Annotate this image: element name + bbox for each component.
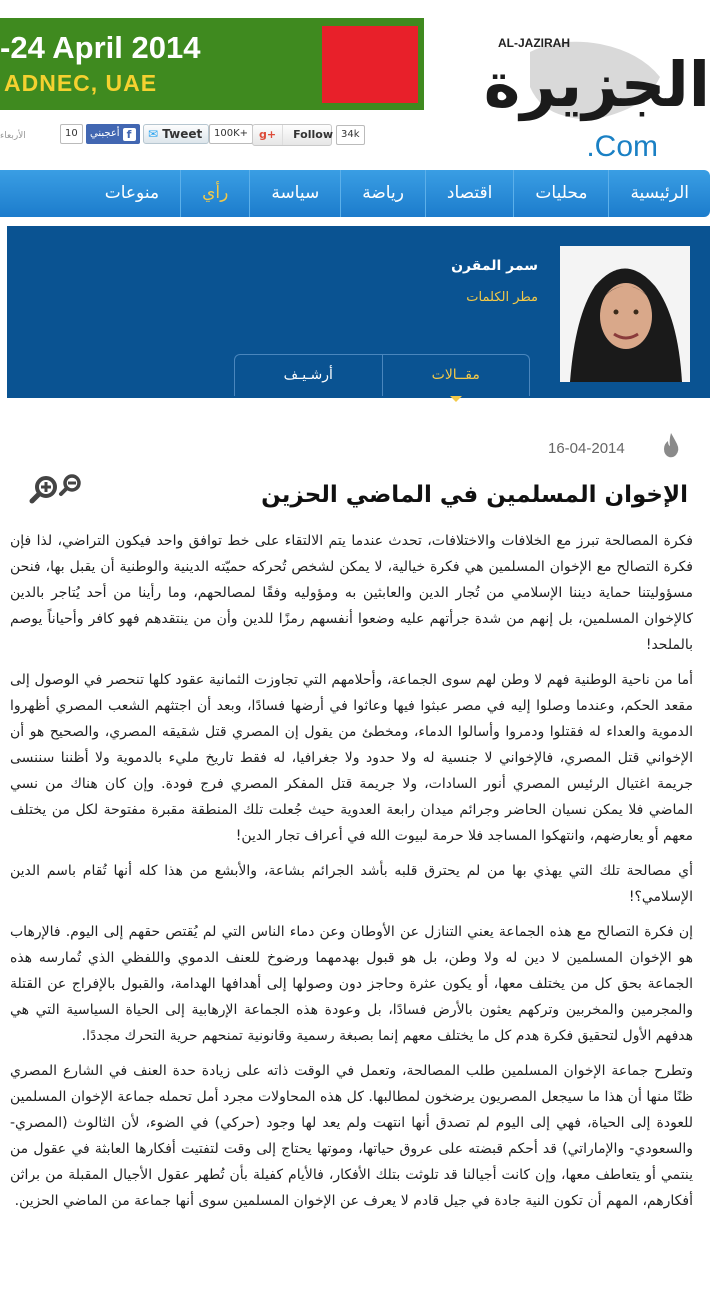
nav-item-misc[interactable]: منوعات xyxy=(104,183,160,203)
ad-logo-square xyxy=(322,26,418,103)
logo-english-text: AL-JAZIRAH xyxy=(498,36,570,50)
tab-articles[interactable] xyxy=(382,355,530,396)
nav-item-sports[interactable]: رياضة xyxy=(340,170,425,217)
author-panel xyxy=(7,226,710,398)
facebook-like-button[interactable] xyxy=(86,124,140,144)
tweet-button[interactable] xyxy=(143,124,209,144)
ad-date-text: -24 April 2014 xyxy=(0,30,201,65)
nav-item-home[interactable]: الرئيسية xyxy=(608,170,710,217)
logo-dotcom-text: .Com xyxy=(586,130,658,163)
google-plus-icon: g+ xyxy=(253,125,283,145)
nav-item-politics[interactable]: سياسة xyxy=(249,170,340,217)
facebook-count: 10 xyxy=(60,124,83,144)
article-body xyxy=(10,528,693,1223)
flame-icon xyxy=(662,432,680,458)
site-logo[interactable] xyxy=(440,22,710,162)
article-date: 16-04-2014 xyxy=(548,440,625,457)
facebook-icon: f xyxy=(123,128,136,141)
tab-active-caret-icon xyxy=(450,396,462,402)
logo-arabic-text: الجزيرة xyxy=(483,48,710,121)
author-tabs xyxy=(234,354,530,396)
nav-item-opinion[interactable]: رأي xyxy=(180,170,249,217)
ad-banner[interactable] xyxy=(0,18,424,110)
article-paragraph: وتطرح جماعة الإخوان المسلمين طلب المصالحة، وتعمل في الوقت ذاته على زيادة حدة العنف في الشارع المصري ظنًا منها أن هذا ما سيجعل المصريون يرضخون لمطالبها. كل هذه المحاولات مجرد أمل تحمله جماعة الإخوان المسلمين للعودة إلى الحياة، فهي إلى اليوم لم تصدق أنها انتهت ولم يعد لها وجود (حركي) في الضوء، لأن الثالوث (المصري-والسعودي- والإماراتي) قد أحكم قبضته على عروق حياتها، وموتها يحتاج إلى وقت لتفتيت أفكارها العابثة في عقول من ينتمي أو يتعاطف معها، وإن كانت أجيالنا قد تلوثت بتلك الأفكار، فالأيام كفيلة بأن تُطهر عقول الأجيال المقبلة من براثن أفكارهم، المهم أن تكون النية جادة في جيل قادم لا يعرف عن الإخوان المسلمين سوى أنها جماعة من الماضي الحزين. xyxy=(10,1063,693,1209)
weekday-text: الأربعاء xyxy=(0,131,26,141)
author-avatar xyxy=(560,246,690,382)
tweet-label: Tweet xyxy=(162,127,203,141)
google-plus-follow-label: Follow xyxy=(293,128,333,141)
article-title: الإخوان المسلمين في الماضي الحزين xyxy=(261,482,688,508)
twitter-bird-icon: ✉ xyxy=(148,127,159,141)
main-nav xyxy=(0,170,710,217)
tab-articles-label: مقــالات xyxy=(431,367,480,383)
author-name[interactable]: سمر المقرن xyxy=(451,258,538,274)
author-column-name: مطر الكلمات xyxy=(466,290,538,305)
tab-archive[interactable]: أرشـيـف xyxy=(283,367,333,383)
article-paragraph: أي مصالحة تلك التي يهذي بها من لم يحترق قلبه بأشد الجرائم بشاعة، والأبشع من هذا كله أنها تُقام باسم الدين الإسلامي؟! xyxy=(10,863,693,905)
nav-item-economy[interactable]: اقتصاد xyxy=(425,170,513,217)
tweet-count: 100K+ xyxy=(209,124,253,144)
google-plus-follow-button[interactable] xyxy=(252,124,332,146)
article-paragraph: أما من ناحية الوطنية فهم لا وطن لهم سوى الجماعة، وأحلامهم التي تجاوزت الثمانية عقود كلها تنحصر في الوصول إلى مقعد الحكم، وعندما وصلوا إليه في مصر عبثوا فيها وعاثوا في أرضها فسادًا، وبعد أن اجتثهم الشعب المصري أظهروا الدموية والعداء له فقتلوا ودمروا وأسالوا الدماء، ومخطئ من يقول إن المصري قتل شقيقه المصري، والصحيح هو أن الإخواني قتل المصري، فالإخواني لا جنسية له ولا حدود ولا جغرافيا، له فقط تاريخ مليء بالدموية ولا أظننا سننسى جريمة اغتيال الرئيس المصري أنور السادات، ولا جريمة قتل المفكر المصري فرج فودة. وإن كان هناك من نسي الماضي فلا يمكن نسيان الحاضر وجرائم ميدان رابعة العدوية حيث جُعلت تلك المنطقة مقبرة مفتوحة لكل من يختلف معهم أو يعارضهم، وانتهكوا المساجد فلا حرمة لبيوت الله في أعراف تجار الدين! xyxy=(10,672,693,844)
facebook-like-label: أعجبني xyxy=(90,128,120,139)
article-paragraph: فكرة المصالحة تبرز مع الخلافات والاختلافات، تحدث عندما يتم الالتقاء على خط توافق واحد فيكون التراضي، لذا فإن فكرة التصالح مع الإخوان المسلمين هي فكرة خيالية، لا يمكن لشخص تُحركه حميّته الدينية والوطنية أن يقبل بها، فنحن مسؤوليتنا حماية ديننا الإسلامي من تُجار الدين والعابثين به ومؤوليه وفقًا لمصالحهم، وما رأينا من أحد يُتاجر بالدين كالإخوان المسلمين، بل إنهم من شدة جرأتهم عليه وضعوا أنفسهم رمزًا للدين وأن من ينتقدهم فهو كافر وأحياناً يوصم بالملحد! xyxy=(10,533,693,653)
google-plus-count: 34k xyxy=(336,125,365,145)
nav-item-local[interactable]: محليات xyxy=(513,170,608,217)
article-paragraph: إن فكرة التصالح مع هذه الجماعة يعني التنازل عن الأوطان وعن دماء الناس التي لم يُقتص حقهم إلى اليوم. فالإرهاب هو الإخوان المسلمين لا دين له ولا وطن، بل هو قبول بهدمهما ورضوخ للعنف الدموي واللفظي الذي تُمارسه هذه الجماعة بحق كل من يختلف معها، أو يكون عثرة وحاجز دون وصولها إلى أهدافها الهدامة، والقبول بالإفراج عن القتلة والمجرمين والمخربين وتركهم يعثون بالأرض فسادًا، بل وعودة هذه الجماعة الإرهابية إلى الحياة السياسية التي هي هدفهم الأول لتحقيق فكرة هدم كل ما يختلف معهم إنما بصبغة رسمية وقانونية تمنحهم حرية التحرك مجددًا. xyxy=(10,924,693,1044)
ad-venue-text: ADNEC, UAE xyxy=(4,70,158,96)
